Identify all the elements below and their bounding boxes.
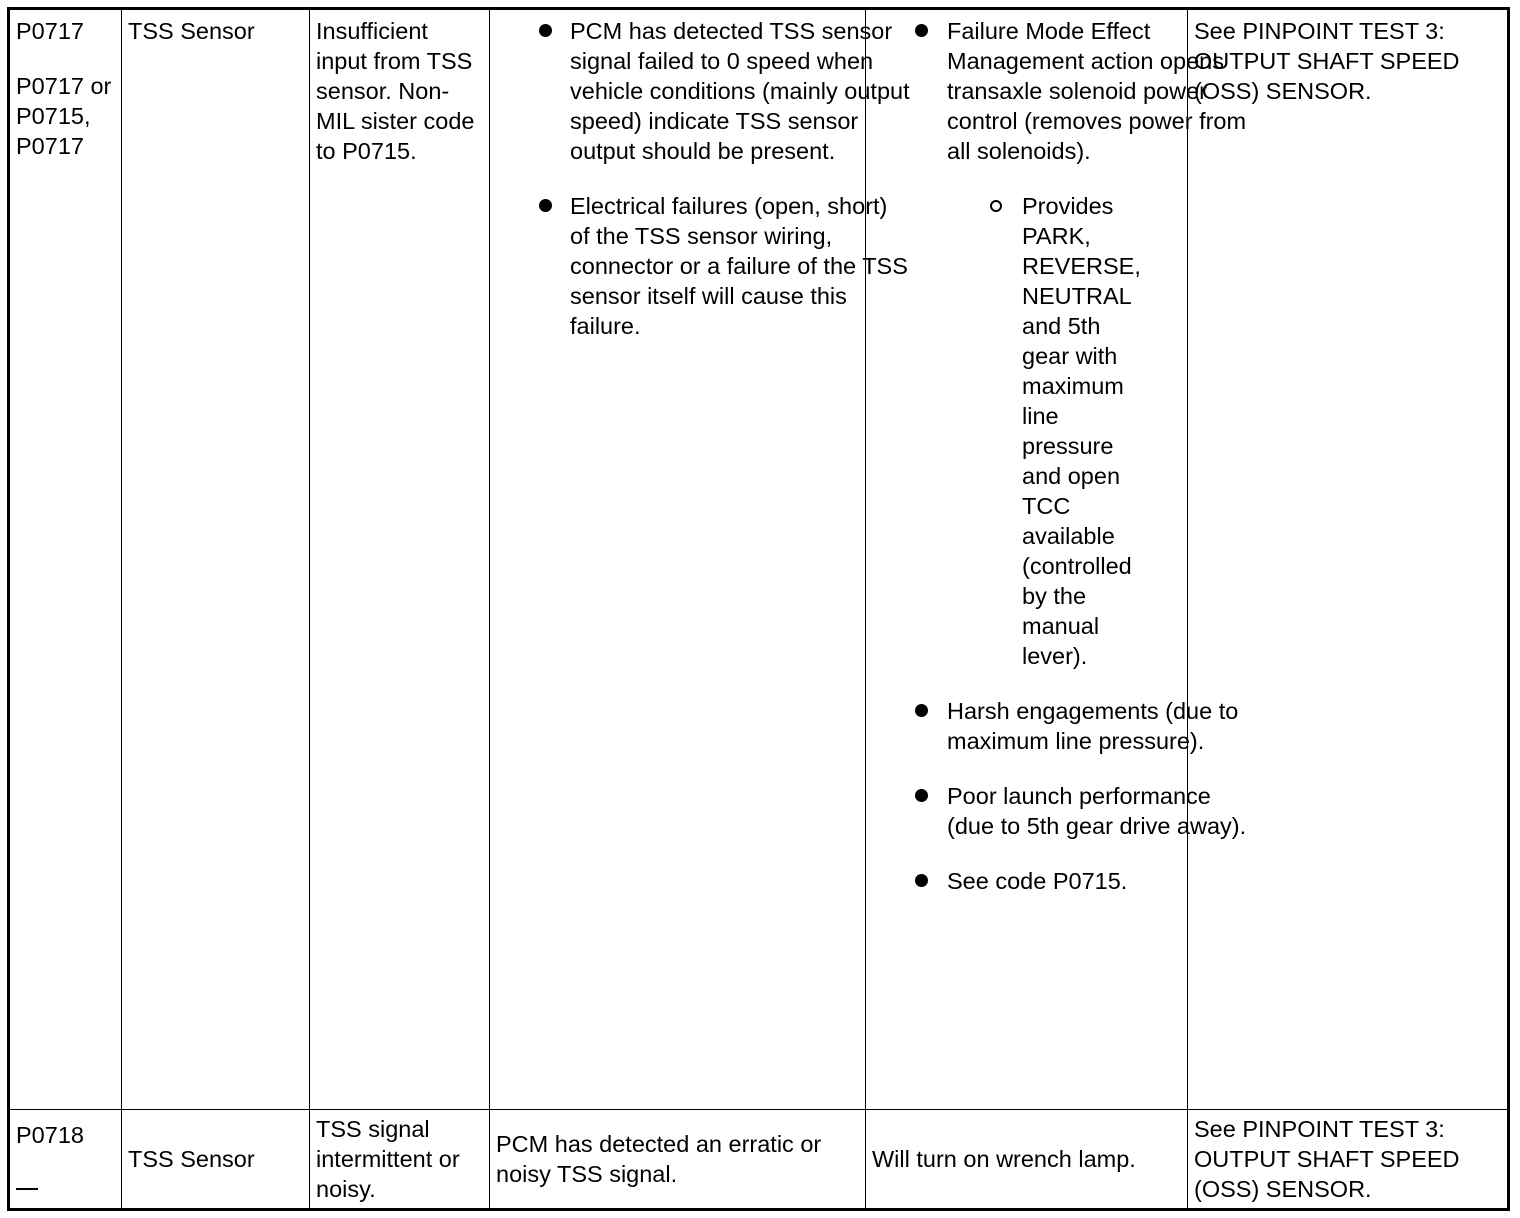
cause-cell [490, 1110, 866, 1210]
bullet-icon [539, 199, 552, 212]
list-item [496, 16, 910, 166]
bullet-icon [915, 874, 928, 887]
symptom-list [872, 16, 1247, 896]
component-text: TSS Sensor [128, 18, 255, 44]
list-item [872, 696, 1247, 756]
action-text: See PINPOINT TEST 3: OUTPUT SHAFT SPEED (OSS) SENSOR. [1194, 1116, 1460, 1202]
sub-list [947, 191, 1247, 671]
component-cell [122, 1110, 310, 1210]
bullet-icon [915, 704, 928, 717]
symptom-text: Poor launch performance (due to 5th gear drive away). [947, 783, 1247, 839]
bullet-icon [539, 24, 552, 37]
symptom-cell [866, 9, 1247, 1110]
action-cell [1188, 1110, 1509, 1210]
list-item [872, 16, 1247, 671]
description-cell [310, 9, 490, 1110]
component-cell [122, 9, 310, 1110]
dtc-code-alt: P0717 [16, 133, 84, 159]
dtc-table [7, 7, 1510, 1211]
component-text: TSS Sensor [128, 1146, 255, 1172]
list-item [496, 191, 910, 341]
description-text: Insufficient input from TSS sensor. Non-MIL sister code to P0715. [316, 18, 475, 164]
symptom-text: See code P0715. [947, 868, 1128, 894]
action-text: See PINPOINT TEST 3: OUTPUT SHAFT SPEED (OSS) SENSOR. [1194, 18, 1460, 104]
bullet-icon [915, 789, 928, 802]
dash-mark [16, 1188, 38, 1190]
list-item [872, 866, 1247, 896]
dtc-code-alt: P0715, [16, 103, 91, 129]
table-row [9, 1110, 1509, 1210]
description-text: TSS signal intermittent or noisy. [316, 1116, 460, 1202]
dtc-code-cell [9, 1110, 122, 1210]
symptom-text: Will turn on wrench lamp. [872, 1146, 1136, 1172]
cause-text: PCM has detected TSS sensor signal failed to 0 speed when vehicle conditions (mainly output speed) indicate TSS sensor output should be present. [570, 18, 910, 164]
symptom-text: Failure Mode Effect Management action opens transaxle solenoid power control (removes power from all solenoids). [947, 18, 1247, 164]
list-item [872, 781, 1247, 841]
hollow-bullet-icon [990, 200, 1002, 212]
description-cell [310, 1110, 490, 1210]
cause-list [496, 16, 910, 341]
table-row [9, 9, 1509, 1110]
cause-cell [490, 9, 910, 1110]
dtc-code: P0717 [16, 18, 84, 44]
bullet-icon [915, 24, 928, 37]
cause-text: PCM has detected an erratic or noisy TSS signal. [496, 1131, 822, 1187]
sub-list-item [947, 191, 1142, 671]
sub-symptom-text: Provides PARK, REVERSE, NEUTRAL and 5th gear with maximum line pressure and open TCC available (controlled by the manual lever). [1022, 193, 1141, 669]
symptom-cell [866, 1110, 1188, 1210]
dtc-code-cell [9, 9, 122, 1110]
dtc-code: P0718 [16, 1122, 84, 1148]
symptom-text: Harsh engagements (due to maximum line pressure). [947, 698, 1239, 754]
cause-text: Electrical failures (open, short) of the TSS sensor wiring, connector or a failure of the TSS sensor itself will cause this failure. [570, 193, 908, 339]
dtc-code-alt: P0717 or [16, 73, 112, 99]
